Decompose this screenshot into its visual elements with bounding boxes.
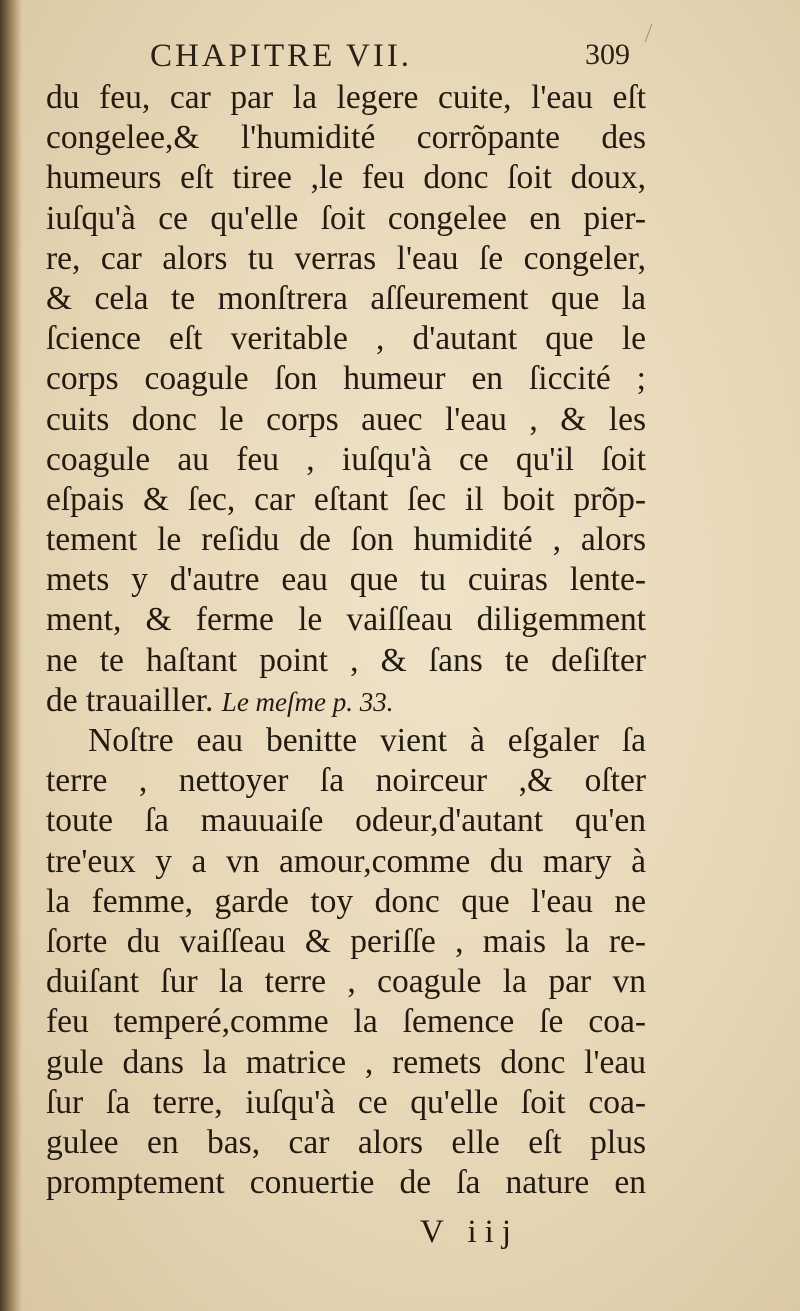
text-line: ment, & ferme le vaiſſeau diligemment [46,601,646,639]
text-line: corps coagule ſon humeur en ſiccité ; [46,360,646,398]
text-line: terre , nettoyer ſa noirceur ,& oſter [46,762,646,800]
text-line: mets y d'autre eau que tu cuiras lente- [46,561,646,599]
text-line: humeurs eſt tiree ,le feu donc ſoit doux, [46,159,646,197]
page-gutter-shadow [0,0,22,1311]
text-line-end: de trauailler. [46,681,214,719]
text-line: ſorte du vaiſſeau & periſſe , mais la re- [46,922,646,960]
text-line: congelee,& l'humidité corrõpante des [46,119,646,157]
paragraph-first-line: Noſtre eau benitte vient à eſgaler ſa [88,722,646,759]
source-reference: Le meſme p. 33. [221,686,394,717]
text-line: iuſqu'à ce qu'elle ſoit congelee en pier- [46,199,646,237]
text-line: gule dans la matrice , remets donc l'eau [46,1043,646,1081]
text-line: promptement conuertie de ſa nature en [46,1164,646,1202]
text-line: re, car alors tu verras l'eau ſe congeler, [46,239,646,277]
text-line: tement le reſidu de ſon humidité , alors [46,521,646,559]
text-line: ſcience eſt veritable , d'autant que le [46,320,646,358]
signature-mark: V iij [420,1214,519,1250]
text-line: ne te haſtant point , & ſans te deſiſter [46,641,646,679]
text-line: tre'eux y a vn amour,comme du mary à [46,842,646,880]
text-line: gulee en bas, car alors elle eſt plus [46,1123,646,1161]
text-line: duiſant ſur la terre , coagule la par vn [46,963,646,1001]
text-line: eſpais & ſec, car eſtant ſec il boit prõp- [46,480,646,518]
text-line: toute ſa mauuaiſe odeur,d'autant qu'en [46,802,646,840]
text-line: feu temperé,comme la ſemence ſe coa- [46,1003,646,1041]
page-number: 309 [585,38,630,71]
text-line: du feu, car par la legere cuite, l'eau eſt [46,79,646,116]
text-line: cuits donc le corps auec l'eau , & les [46,400,646,438]
text-line: & cela te monſtrera aſſeurement que la [46,279,646,317]
text-line: ſur ſa terre, iuſqu'à ce qu'elle ſoit coa- [46,1083,646,1121]
text-line: coagule au feu , iuſqu'à ce qu'il ſoit [46,440,646,478]
running-head: CHAPITRE VII. [150,38,413,74]
body-text [46,78,646,1203]
text-line-with-reference [46,681,646,721]
text-line: la femme, garde toy donc que l'eau ne [46,882,646,920]
margin-mark [645,24,667,42]
